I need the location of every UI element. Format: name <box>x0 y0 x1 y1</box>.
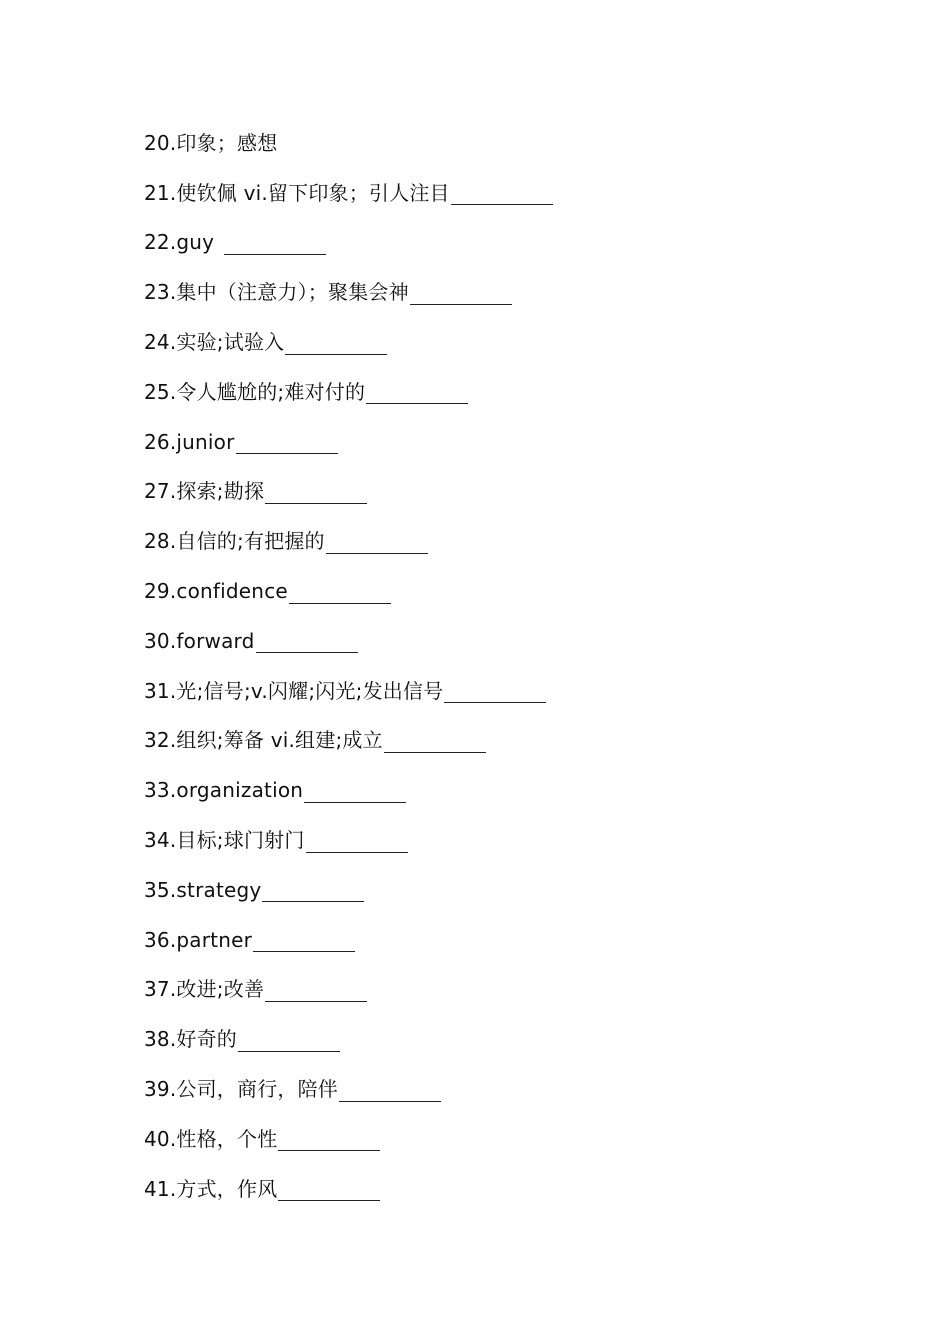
answer-blank[interactable] <box>265 485 367 504</box>
vocab-item-text: 41.方式，作风 <box>144 1176 278 1201</box>
vocab-item-text: 40.性格，个性 <box>144 1126 278 1151</box>
vocab-item <box>144 1164 864 1214</box>
vocab-item-text: 26.junior <box>144 429 235 454</box>
vocab-item-text: 24.实验;试验入 <box>144 330 285 355</box>
vocab-item-text: 23.集中（注意力）；聚集会神 <box>144 280 409 305</box>
answer-blank[interactable] <box>265 983 367 1002</box>
answer-blank[interactable] <box>451 186 553 205</box>
vocab-item-text: 31.光;信号;v.闪耀;闪光;发出信号 <box>144 678 444 703</box>
vocab-item-text: 21.使钦佩 vi.留下印象；引人注目 <box>144 180 450 205</box>
answer-blank[interactable] <box>366 385 468 404</box>
vocab-item <box>144 467 864 517</box>
vocab-item <box>144 1064 864 1114</box>
vocab-item-text: 37.改进;改善 <box>144 977 265 1002</box>
answer-blank[interactable] <box>306 834 408 853</box>
vocab-item <box>144 865 864 915</box>
vocab-item <box>144 765 864 815</box>
vocab-item <box>144 168 864 218</box>
answer-blank[interactable] <box>224 236 326 255</box>
answer-blank[interactable] <box>256 634 358 653</box>
answer-blank[interactable] <box>384 734 486 753</box>
answer-blank[interactable] <box>238 1033 340 1052</box>
answer-blank[interactable] <box>289 585 391 604</box>
answer-blank[interactable] <box>278 1182 380 1201</box>
answer-blank[interactable] <box>304 784 406 803</box>
vocab-item <box>144 1014 864 1064</box>
vocab-item <box>144 815 864 865</box>
vocab-item <box>144 616 864 666</box>
vocab-item-text: 22.guy <box>144 230 215 255</box>
vocab-item <box>144 317 864 367</box>
answer-blank[interactable] <box>410 286 512 305</box>
vocab-item-text: 28.自信的;有把握的 <box>144 529 325 554</box>
vocab-item-text: 33.organization <box>144 778 304 803</box>
answer-blank[interactable] <box>285 336 387 355</box>
vocab-item-text: 35.strategy <box>144 877 262 902</box>
vocab-item <box>144 915 864 965</box>
answer-blank[interactable] <box>278 1132 380 1151</box>
vocab-item <box>144 566 864 616</box>
vocab-item-text: 38.好奇的 <box>144 1027 238 1052</box>
vocab-item-text: 25.令人尴尬的;难对付的 <box>144 379 366 404</box>
vocab-item-text: 27.探索;勘探 <box>144 479 265 504</box>
vocab-item-text: 36.partner <box>144 927 253 952</box>
answer-blank[interactable] <box>339 1083 441 1102</box>
vocab-item-text: 34.目标;球门射门 <box>144 828 305 853</box>
vocab-item <box>144 516 864 566</box>
vocab-item <box>144 417 864 467</box>
vocabulary-list <box>144 118 864 1214</box>
vocab-item <box>144 965 864 1015</box>
vocab-item-text: 39.公司，商行，陪伴 <box>144 1077 339 1102</box>
vocab-item-text: 29.confidence <box>144 579 288 604</box>
vocab-item <box>144 267 864 317</box>
vocab-item <box>144 118 864 168</box>
vocab-item-text: 32.组织;筹备 vi.组建;成立 <box>144 728 383 753</box>
vocab-item-text: 20.印象；感想 <box>144 130 278 155</box>
vocab-item <box>144 716 864 766</box>
answer-blank[interactable] <box>444 684 546 703</box>
vocab-item <box>144 1114 864 1164</box>
answer-blank[interactable] <box>326 535 428 554</box>
answer-blank[interactable] <box>253 933 355 952</box>
answer-blank[interactable] <box>236 435 338 454</box>
vocab-item <box>144 367 864 417</box>
vocab-item-text: 30.forward <box>144 628 255 653</box>
vocab-item <box>144 666 864 716</box>
vocab-item <box>144 218 864 268</box>
answer-blank[interactable] <box>262 883 364 902</box>
